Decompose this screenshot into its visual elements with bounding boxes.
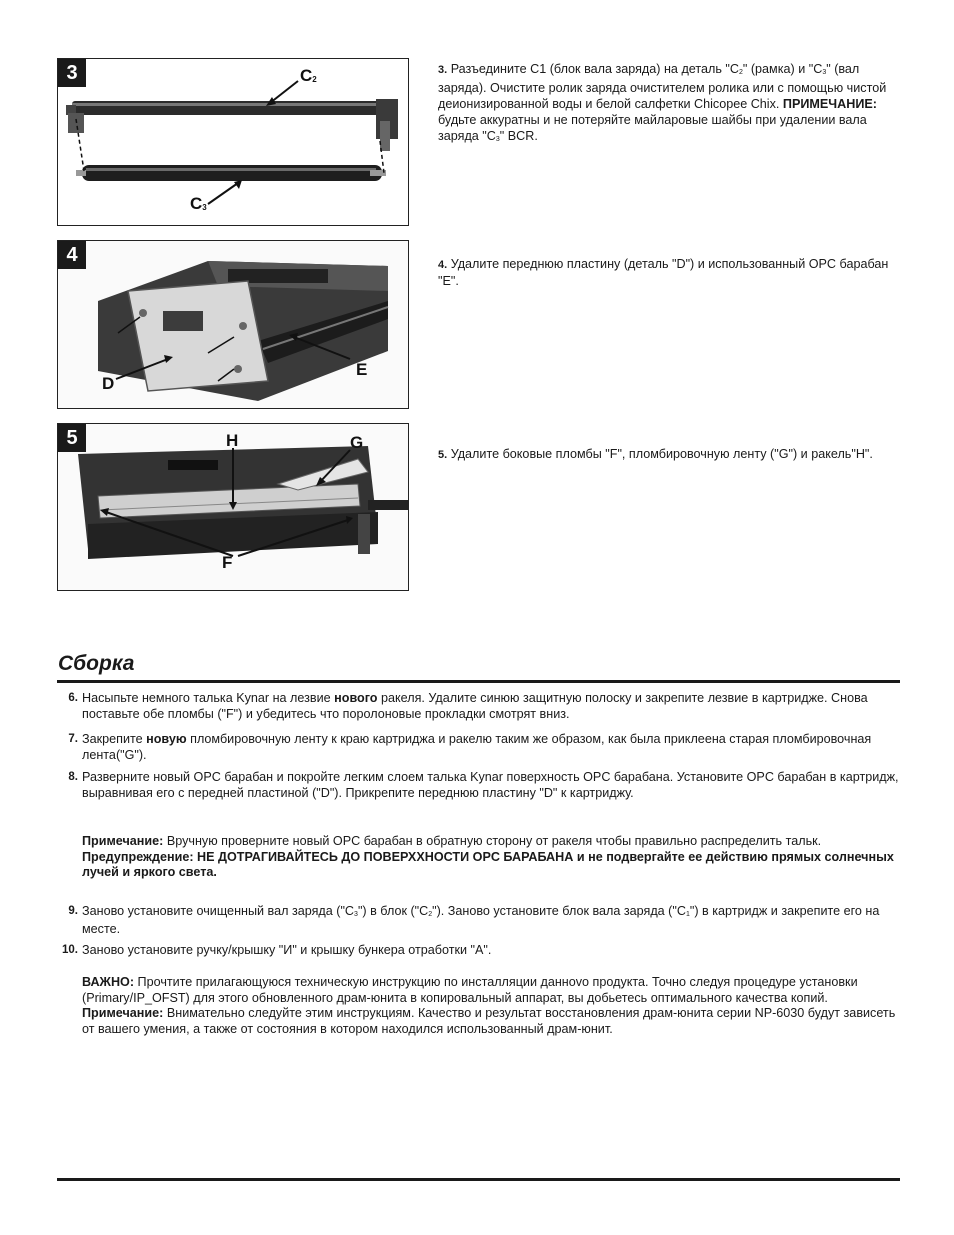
step-4: 4. Удалите переднюю пластину (деталь "D") и использованный OPC барабан "E". [438,257,889,288]
figure-number: 5 [58,424,86,452]
label-g: G [350,433,364,452]
item-10: 10. Заново установите ручку/крышку "И" и крышку бункера отработки "A". [62,943,492,957]
figure-5 [57,423,409,591]
item-6: 6. Насыпьте немного талька Kynar на лезвие нового ракеля. Удалите синюю защитную полоску и закрепите лезвие в картридже. Снова поставьте обе пломбы ("F") и убедитесь что поролоновые прокладки смотрят вниз. [68,691,868,721]
step-5: 5. Удалите боковые пломбы "F", пломбировочную ленту ("G") и ракель"H". [438,447,873,461]
label-f: F [222,553,233,572]
section-title: Сборка [58,652,135,675]
label-c3: $C_3$ [190,194,207,213]
figure-number: 3 [58,59,86,87]
charge-roller-illustration [58,59,408,225]
label-d: D [102,374,115,393]
footer-rule [57,1178,900,1181]
label-e: E [356,360,368,379]
step-3: 3. Разъедините C1 (блок вала заряда) на деталь "C2" (рамка) и "C3" (вал заряда). Очистите ролик заряда очистителем ролика или с помощью чистой деионизированной воды и белой салфетки Chicopee Chix. ПРИМЕЧАНИЕ: будьте аккуратны и не потеряйте майларовые шайбы при удалении вала заряда "C3" BCR. [438,62,887,143]
item-9: 9. Заново установите очищенный вал заряда ("C3") в блок ("C2"). Заново установите блок вала заряда ("C1") в картридж и закрепите его на месте. [68,904,880,936]
important-paragraph: ВАЖНО: Прочтите прилагающуюся техническую инструкцию по инсталляции данноvо продукта. Точно следуя процедуре установки (Primary/IP_OFST) для этого обновленного драм-юнита в копировальный аппарат, вы добьетесь оптимального качества копий. Примечание: Внимательно следуйте этим инструкциям. Качество и результат восстановления драм-юнита серии NP-6030 будут зависеть от вашего умения, а также от состояния в котором находился использованный драм-юнит. [82,975,896,1036]
item-7: 7. Закрепите новую пломбировочную ленту к краю картриджа и ракелю таким же образом, как была приклеена старая пломбировочная лента("G"). [68,732,872,762]
figure-4 [57,240,409,409]
note-paragraph: Примечание: Вручную проверните новый OPC барабан в обратную сторону от ракеля чтобы правильно распределить тальк. Предупреждение: НЕ ДОТРАГИВАЙТЕСЬ ДО ПОВЕРХХНОСТИ OPC БАРАБАНА и не подвергайте ее действию прямых солнечных лучей и яркого света. [82,834,894,879]
figure-number: 4 [58,241,86,269]
section-rule [57,680,900,683]
figure-3 [57,58,409,226]
item-8: 8. Разверните новый OPC барабан и покройте легким слоем талька Kynar поверхность OPC барабана. Установите OPC барабан в картридж, выравнивая его с передней пластиной ("D"). Прикрепите переднюю пластину "D" к картриджу. [68,770,899,800]
label-c2: $C_2$ [300,66,317,85]
label-h: H [226,431,239,450]
